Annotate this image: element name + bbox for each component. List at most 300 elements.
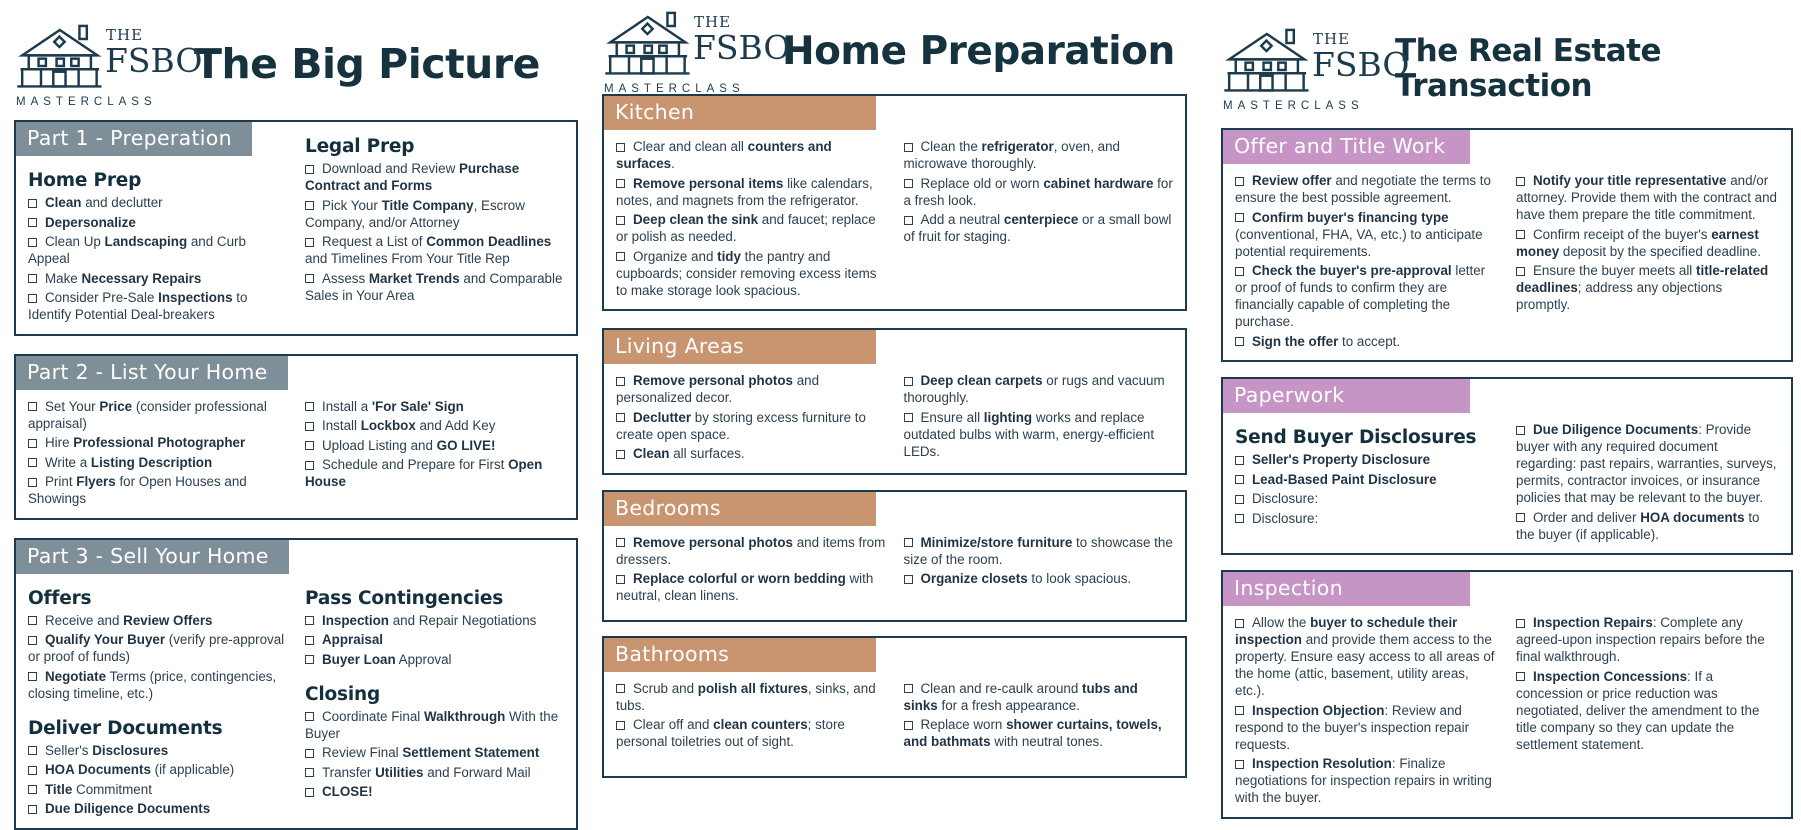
checklist-item-text: Buyer Loan Approval	[322, 651, 452, 667]
column	[305, 128, 564, 326]
checkbox-icon	[28, 402, 37, 411]
checklist	[28, 742, 287, 818]
checkbox-icon	[1235, 337, 1244, 346]
checklist-item-text: Hire Professional Photographer	[45, 435, 246, 451]
group-heading: Legal Prep	[305, 136, 415, 157]
checkbox-icon	[28, 766, 37, 775]
checklist-item-text: Inspection Concessions: If a concession or price reduction was negotiated, deliver the amendment to the title company so they can update the settlement statement.	[1516, 668, 1760, 752]
checklist-item	[305, 197, 564, 231]
checkbox-icon	[28, 672, 37, 681]
column	[616, 136, 886, 301]
checklist	[904, 138, 1174, 245]
checklist	[1516, 614, 1779, 753]
checklist-item	[305, 744, 564, 761]
checklist-item-text: Disclosure:	[1252, 491, 1319, 507]
checklist-item-text: Request a List of Common Deadlines and Timelines From Your Title Rep	[305, 234, 552, 267]
checkbox-icon	[305, 402, 314, 411]
checkbox-icon	[305, 788, 314, 797]
checklist-item	[305, 456, 564, 490]
checklist-item-text: Notify your title representative and/or attorney. Provide them with the contract and have them prepare the title commitment.	[1516, 173, 1778, 223]
checkbox-icon	[305, 655, 314, 664]
section-inspection	[1221, 570, 1793, 819]
column	[904, 136, 1174, 301]
checklist-item	[1235, 755, 1498, 806]
group-heading: Closing	[305, 683, 380, 705]
checklist-item	[616, 409, 886, 443]
checkbox-icon	[28, 199, 37, 208]
fsbo-masterclass-logo	[14, 22, 203, 108]
checklist-item	[1516, 172, 1779, 223]
checklist-item-text: Qualify Your Buyer (verify pre-approval or proof of funds)	[28, 632, 285, 665]
checklist-item	[1235, 614, 1498, 699]
checklist-item-text: Remove personal items like calendars, notes, and magnets from the refrigerator.	[616, 175, 873, 208]
checklist-item	[1516, 421, 1779, 506]
section-bathrooms	[602, 636, 1187, 778]
checklist-item-text: Seller's Disclosures	[45, 742, 169, 758]
page-header	[602, 10, 1187, 94]
checkbox-icon	[616, 377, 625, 386]
checklist-item-text: Sign the offer to accept.	[1252, 333, 1401, 349]
checklist	[1235, 451, 1498, 527]
checklist-item	[28, 233, 287, 267]
checkbox-icon	[28, 616, 37, 625]
checklist-item-text: Negotiate Terms (price, contingencies, closing timeline, etc.)	[28, 668, 277, 701]
column	[616, 532, 886, 607]
column	[1235, 612, 1498, 809]
checklist-item-text: Ensure all lighting works and replace outdated bulbs with warm, energy-efficient LEDs.	[903, 409, 1155, 459]
checklist-item-text: Coordinate Final Walkthrough With the Buyer	[305, 708, 559, 741]
group-heading: Home Prep	[28, 170, 142, 191]
checklist-item	[616, 716, 886, 750]
checkbox-icon	[1516, 672, 1525, 681]
checklist-item-text: Clear and clean all counters and surfaces.	[616, 139, 832, 172]
checkbox-icon	[1516, 230, 1525, 239]
checklist-item	[305, 764, 564, 781]
checkbox-icon	[305, 461, 314, 470]
checkbox-icon	[904, 575, 913, 584]
checklist-item-text: Remove personal photos and items from dressers.	[616, 534, 886, 567]
checklist-item	[1235, 172, 1498, 206]
checklist-item	[904, 534, 1174, 568]
section-paperwork	[1221, 377, 1793, 555]
checklist-item-text: Minimize/store furniture to showcase the size of the room.	[903, 534, 1173, 567]
checkbox-icon	[28, 238, 37, 247]
checklist-item	[904, 211, 1174, 245]
checklist-item	[28, 668, 287, 702]
checklist-item	[1516, 668, 1779, 753]
column	[904, 370, 1174, 465]
checklist-item	[305, 437, 564, 454]
checklist-item-text: Seller's Property Disclosure	[1252, 452, 1431, 468]
checklist-item-text: Clean the refrigerator, oven, and microwave thoroughly.	[903, 139, 1120, 172]
checklist-item	[305, 631, 564, 648]
section-header-bar: Offer and Title Work	[1223, 130, 1470, 164]
checklist-item-text: Inspection Resolution: Finalize negotiations for inspection repairs in writing with the buyer.	[1235, 756, 1492, 806]
checklist-item-text: Clean all surfaces.	[633, 446, 745, 462]
checklist	[616, 534, 886, 605]
checkbox-icon	[1516, 426, 1525, 435]
checklist-item	[1516, 226, 1779, 260]
checklist-item	[28, 742, 287, 759]
checklist-item-text: Deep clean carpets or rugs and vacuum thoroughly.	[903, 373, 1165, 406]
logo-text-the: THE	[1313, 30, 1351, 48]
checklist-item-text: CLOSE!	[322, 784, 373, 800]
checklist-item-text: Review offer and negotiate the terms to ensure the best possible agreement.	[1235, 173, 1491, 206]
page-header	[14, 10, 578, 120]
checklist-item-text: Disclosure:	[1252, 510, 1319, 526]
checkbox-icon	[305, 201, 314, 210]
logo-text-fsbo: FSBO	[105, 41, 203, 80]
checklist-item	[28, 454, 287, 471]
checklist	[1235, 172, 1498, 350]
checklist-item	[305, 783, 564, 800]
group-heading: Pass Contingencies	[305, 587, 504, 609]
checkbox-icon	[28, 746, 37, 755]
checklist	[28, 612, 287, 702]
checklist-item-text: Transfer Utilities and Forward Mail	[322, 764, 531, 780]
column	[616, 370, 886, 465]
checklist-item	[904, 570, 1174, 587]
house-logo-icon	[1221, 28, 1311, 94]
section-part-1-preperation	[14, 120, 578, 336]
section-header-bar: Kitchen	[604, 96, 876, 130]
checklist-item	[1516, 509, 1779, 543]
page-home-preparation	[602, 10, 1187, 830]
page-title: The Real Estate Transaction	[1395, 33, 1661, 104]
checklist	[305, 612, 564, 668]
checkbox-icon	[616, 450, 625, 459]
checkbox-icon	[305, 712, 314, 721]
section-header-bar: Bathrooms	[604, 638, 876, 672]
page-big-picture	[14, 10, 578, 830]
checkbox-icon	[904, 377, 913, 386]
checklist	[1516, 421, 1779, 543]
column	[305, 580, 564, 820]
checklist	[1235, 614, 1498, 806]
checkbox-icon	[1516, 267, 1525, 276]
checklist-item	[28, 612, 287, 629]
group-heading: Send Buyer Disclosures	[1235, 427, 1477, 449]
checklist-item-text: Add a neutral centerpiece or a small bowl of fruit for staging.	[903, 212, 1172, 245]
column	[904, 678, 1174, 753]
section-header-bar: Paperwork	[1223, 379, 1470, 413]
checklist-item-text: Receive and Review Offers	[45, 612, 213, 628]
checkbox-icon	[616, 179, 625, 188]
checklist-item-text: Allow the buyer to schedule their inspection and provide them access to the property. Ensure easy access to all areas of the home (attic, basement, utility areas, etc.).	[1235, 615, 1495, 699]
checklist-item-text: Appraisal	[322, 632, 384, 648]
checklist-item	[1235, 702, 1498, 753]
checklist	[305, 708, 564, 801]
checkbox-icon	[616, 252, 625, 261]
checklist-item-text: Ensure the buyer meets all title-related deadlines; address any objections promptly.	[1516, 263, 1769, 313]
checklist-item-text: Depersonalize	[45, 214, 136, 230]
checkbox-icon	[1516, 177, 1525, 186]
checklist-item-text: Inspection and Repair Negotiations	[322, 612, 537, 628]
checklist-item-text: Organize and tidy the pantry and cupboards; consider removing excess items to make storage look spacious.	[616, 248, 877, 298]
checklist-item-text: Review Final Settlement Statement	[322, 745, 540, 761]
checkbox-icon	[616, 538, 625, 547]
page-title: The Big Picture	[194, 40, 540, 89]
checklist-item-text: Make Necessary Repairs	[45, 270, 202, 286]
column	[1235, 170, 1498, 352]
checklist-item-text: Clean and declutter	[45, 195, 163, 210]
section-part-2-list-your-home	[14, 354, 578, 520]
checklist	[616, 138, 886, 299]
checkbox-icon	[1516, 513, 1525, 522]
checklist	[305, 160, 564, 304]
checklist-item-text: Organize closets to look spacious.	[920, 571, 1132, 587]
column	[28, 580, 287, 820]
checkbox-icon	[305, 441, 314, 450]
checklist-item	[305, 651, 564, 668]
checkbox-icon	[616, 684, 625, 693]
checklist-item	[1235, 333, 1498, 350]
column	[28, 162, 287, 326]
checklist	[28, 194, 287, 323]
logo-text-the: THE	[694, 13, 732, 31]
page-header	[1221, 10, 1793, 128]
section-offer-and-title-work	[1221, 128, 1793, 362]
checklist-item-text: Consider Pre-Sale Inspections to Identify Potential Deal-breakers	[28, 290, 248, 323]
checklist-item	[616, 211, 886, 245]
checklist-item	[616, 534, 886, 568]
checklist-item	[305, 612, 564, 629]
checkbox-icon	[904, 179, 913, 188]
checklist-item	[904, 138, 1174, 172]
checklist	[305, 398, 564, 491]
checkbox-icon	[1235, 514, 1244, 523]
checklist-item	[904, 409, 1174, 460]
checklist-item	[904, 680, 1174, 714]
checkbox-icon	[28, 478, 37, 487]
fsbo-masterclass-logo	[1221, 26, 1410, 112]
checklist-item	[28, 398, 287, 432]
checklist	[616, 372, 886, 462]
checkbox-icon	[28, 294, 37, 303]
checklist-item-text: Lead-Based Paint Disclosure	[1252, 471, 1437, 487]
group-heading: Deliver Documents	[28, 717, 223, 739]
checklist-item-text: Check the buyer's pre-approval letter or proof of funds to confirm they are financially capable of completing the purchase.	[1235, 263, 1486, 330]
checklist-item	[28, 194, 287, 211]
checkbox-icon	[1235, 619, 1244, 628]
logo-text-fsbo: FSBO	[1312, 45, 1410, 84]
checkbox-icon	[616, 216, 625, 225]
checklist-item	[904, 175, 1174, 209]
section-header-bar: Part 3 - Sell Your Home	[16, 540, 289, 574]
fsbo-masterclass-logo	[602, 9, 791, 95]
section-bedrooms	[602, 490, 1187, 622]
logo-text-masterclass: MASTERCLASS	[604, 83, 745, 95]
checklist-item-text: Clean Up Landscaping and Curb Appeal	[28, 234, 246, 267]
checklist-item	[1235, 510, 1498, 527]
checkbox-icon	[616, 143, 625, 152]
page-title: Home Preparation	[782, 29, 1175, 75]
checklist-item-text: Clean and re-caulk around tubs and sinks for a fresh appearance.	[903, 680, 1138, 713]
checklist-item	[616, 372, 886, 406]
checklist-item-text: Download and Review Purchase Contract and Forms	[305, 161, 520, 194]
checklist-item	[305, 708, 564, 742]
checklist-item	[904, 372, 1174, 406]
checklist	[1516, 172, 1779, 313]
checklist-item	[305, 398, 564, 415]
checklist-item	[28, 214, 287, 231]
checkbox-icon	[904, 216, 913, 225]
checklist-item	[1516, 614, 1779, 665]
checklist-item	[616, 570, 886, 604]
checklist-item	[28, 289, 287, 323]
section-part-3-sell-your-home	[14, 538, 578, 830]
checkbox-icon	[904, 538, 913, 547]
checklist-item-text: Replace old or worn cabinet hardware for a fresh look.	[903, 175, 1173, 208]
checklist-item-text: Deep clean the sink and faucet; replace or polish as needed.	[616, 212, 876, 245]
column	[616, 678, 886, 753]
checklist-item	[28, 781, 287, 798]
checklist	[904, 534, 1174, 588]
section-header-bar: Inspection	[1223, 572, 1470, 606]
column	[1516, 612, 1779, 809]
checkbox-icon	[1235, 213, 1244, 222]
checklist-item-text: Clear off and clean counters; store personal toiletries out of sight.	[616, 717, 845, 750]
checkbox-icon	[28, 218, 37, 227]
checklist-item-text: Order and deliver HOA documents to the buyer (if applicable).	[1516, 509, 1760, 542]
checkbox-icon	[28, 805, 37, 814]
checklist-item-text: Schedule and Prepare for First Open House	[305, 457, 543, 490]
checkbox-icon	[305, 749, 314, 758]
checklist-item-text: Set Your Price (consider professional appraisal)	[28, 398, 267, 431]
column	[28, 396, 287, 510]
checklist-item-text: HOA Documents (if applicable)	[45, 762, 235, 778]
column	[904, 532, 1174, 607]
checkbox-icon	[1516, 619, 1525, 628]
house-logo-icon	[14, 24, 104, 90]
checkbox-icon	[28, 785, 37, 794]
checklist-item-text: Replace colorful or worn bedding with neutral, clean linens.	[616, 571, 874, 604]
checkbox-icon	[28, 274, 37, 283]
checklist-item-text: Pick Your Title Company, Escrow Company, and/or Attorney	[305, 197, 525, 230]
checklist-item-text: Confirm buyer's financing type (conventional, FHA, VA, etc.) to anticipate potential requirements.	[1235, 209, 1483, 259]
checklist-item	[1516, 262, 1779, 313]
checklist-item-text: Inspection Repairs: Complete any agreed-upon inspection repairs before the final walkthrough.	[1516, 615, 1765, 665]
checkbox-icon	[28, 439, 37, 448]
checkbox-icon	[1235, 475, 1244, 484]
checklist-item-text: Inspection Objection: Review and respond to the buyer's inspection repair requests.	[1235, 702, 1470, 752]
checklist-item	[616, 138, 886, 172]
page-real-estate-transaction	[1221, 10, 1793, 830]
checkbox-icon	[904, 413, 913, 422]
checkbox-icon	[904, 684, 913, 693]
checklist-item-text: Write a Listing Description	[45, 454, 213, 470]
checklist-item	[305, 233, 564, 267]
checklist-item-text: Declutter by storing excess furniture to create open space.	[616, 409, 866, 442]
checklist-item-text: Due Diligence Documents: Provide buyer with any required document regarding: past repairs, warranties, surveys, permits, contractor invoices, or insurance policies that may be relevant to the buyer.	[1516, 422, 1777, 506]
checklist-item	[28, 270, 287, 287]
checkbox-icon	[1235, 706, 1244, 715]
checklist-item	[28, 631, 287, 665]
checklist-item	[305, 417, 564, 434]
group-heading: Offers	[28, 587, 92, 609]
logo-text-masterclass: MASTERCLASS	[1223, 100, 1364, 112]
checklist-item	[616, 248, 886, 299]
checklist-item	[305, 270, 564, 304]
column	[1235, 419, 1498, 545]
checklist-item-text: Due Diligence Documents	[45, 801, 211, 817]
checklist-item-text: Title Commitment	[45, 781, 152, 797]
checklist-item-text: Upload Listing and GO LIVE!	[322, 437, 496, 453]
checklist-item	[28, 800, 287, 817]
logo-text-masterclass: MASTERCLASS	[16, 96, 157, 108]
checklist	[904, 680, 1174, 751]
section-kitchen	[602, 94, 1187, 311]
checklist-item	[28, 473, 287, 507]
checklist-item-text: Install a 'For Sale' Sign	[322, 398, 464, 414]
checkbox-icon	[1235, 760, 1244, 769]
checkbox-icon	[904, 143, 913, 152]
column	[1516, 419, 1779, 545]
checklist-item	[28, 761, 287, 778]
checklist-item-text: Scrub and polish all fixtures, sinks, and tubs.	[616, 680, 876, 713]
checklist-item-text: Replace worn shower curtains, towels, and bathmats with neutral tones.	[903, 717, 1162, 750]
checkbox-icon	[904, 721, 913, 730]
checklist-item-text: Confirm receipt of the buyer's earnest money deposit by the specified deadline.	[1516, 226, 1761, 259]
checkbox-icon	[305, 422, 314, 431]
checklist-item	[616, 175, 886, 209]
checkbox-icon	[305, 165, 314, 174]
checkbox-icon	[1235, 177, 1244, 186]
checklist-item-text: Print Flyers for Open Houses and Showings	[28, 474, 247, 507]
checkbox-icon	[28, 636, 37, 645]
checklist-item	[616, 445, 886, 462]
column	[305, 396, 564, 510]
checkbox-icon	[305, 238, 314, 247]
logo-text-fsbo: FSBO	[693, 28, 791, 67]
checkbox-icon	[1235, 495, 1244, 504]
checklist-item	[28, 434, 287, 451]
checklist-item	[616, 680, 886, 714]
checklist-item	[305, 160, 564, 194]
logo-text-the: THE	[106, 26, 144, 44]
checklist-item-text: Install Lockbox and Add Key	[322, 418, 496, 434]
checklist-item-text: Remove personal photos and personalized decor.	[616, 373, 820, 406]
checkbox-icon	[305, 768, 314, 777]
checkbox-icon	[28, 458, 37, 467]
checkbox-icon	[616, 413, 625, 422]
checkbox-icon	[305, 636, 314, 645]
checklist-item	[1235, 490, 1498, 507]
checkbox-icon	[305, 616, 314, 625]
checklist	[616, 680, 886, 751]
section-living-areas	[602, 328, 1187, 475]
checkbox-icon	[1235, 267, 1244, 276]
checklist-item	[1235, 471, 1498, 488]
checklist-item-text: Assess Market Trends and Comparable Sales in Your Area	[305, 270, 563, 303]
section-header-bar: Bedrooms	[604, 492, 876, 526]
checkbox-icon	[305, 274, 314, 283]
section-header-bar: Living Areas	[604, 330, 876, 364]
checklist-item	[1235, 262, 1498, 330]
section-header-bar: Part 2 - List Your Home	[16, 356, 288, 390]
checkbox-icon	[1235, 456, 1244, 465]
checkbox-icon	[616, 575, 625, 584]
checklist-item	[1235, 451, 1498, 468]
checklist	[28, 398, 287, 508]
section-header-bar: Part 1 - Preperation	[16, 122, 252, 156]
column	[1516, 170, 1779, 352]
checkbox-icon	[616, 721, 625, 730]
checklist	[904, 372, 1174, 460]
house-logo-icon	[602, 11, 692, 77]
checklist-item	[904, 716, 1174, 750]
checklist-item	[1235, 209, 1498, 260]
